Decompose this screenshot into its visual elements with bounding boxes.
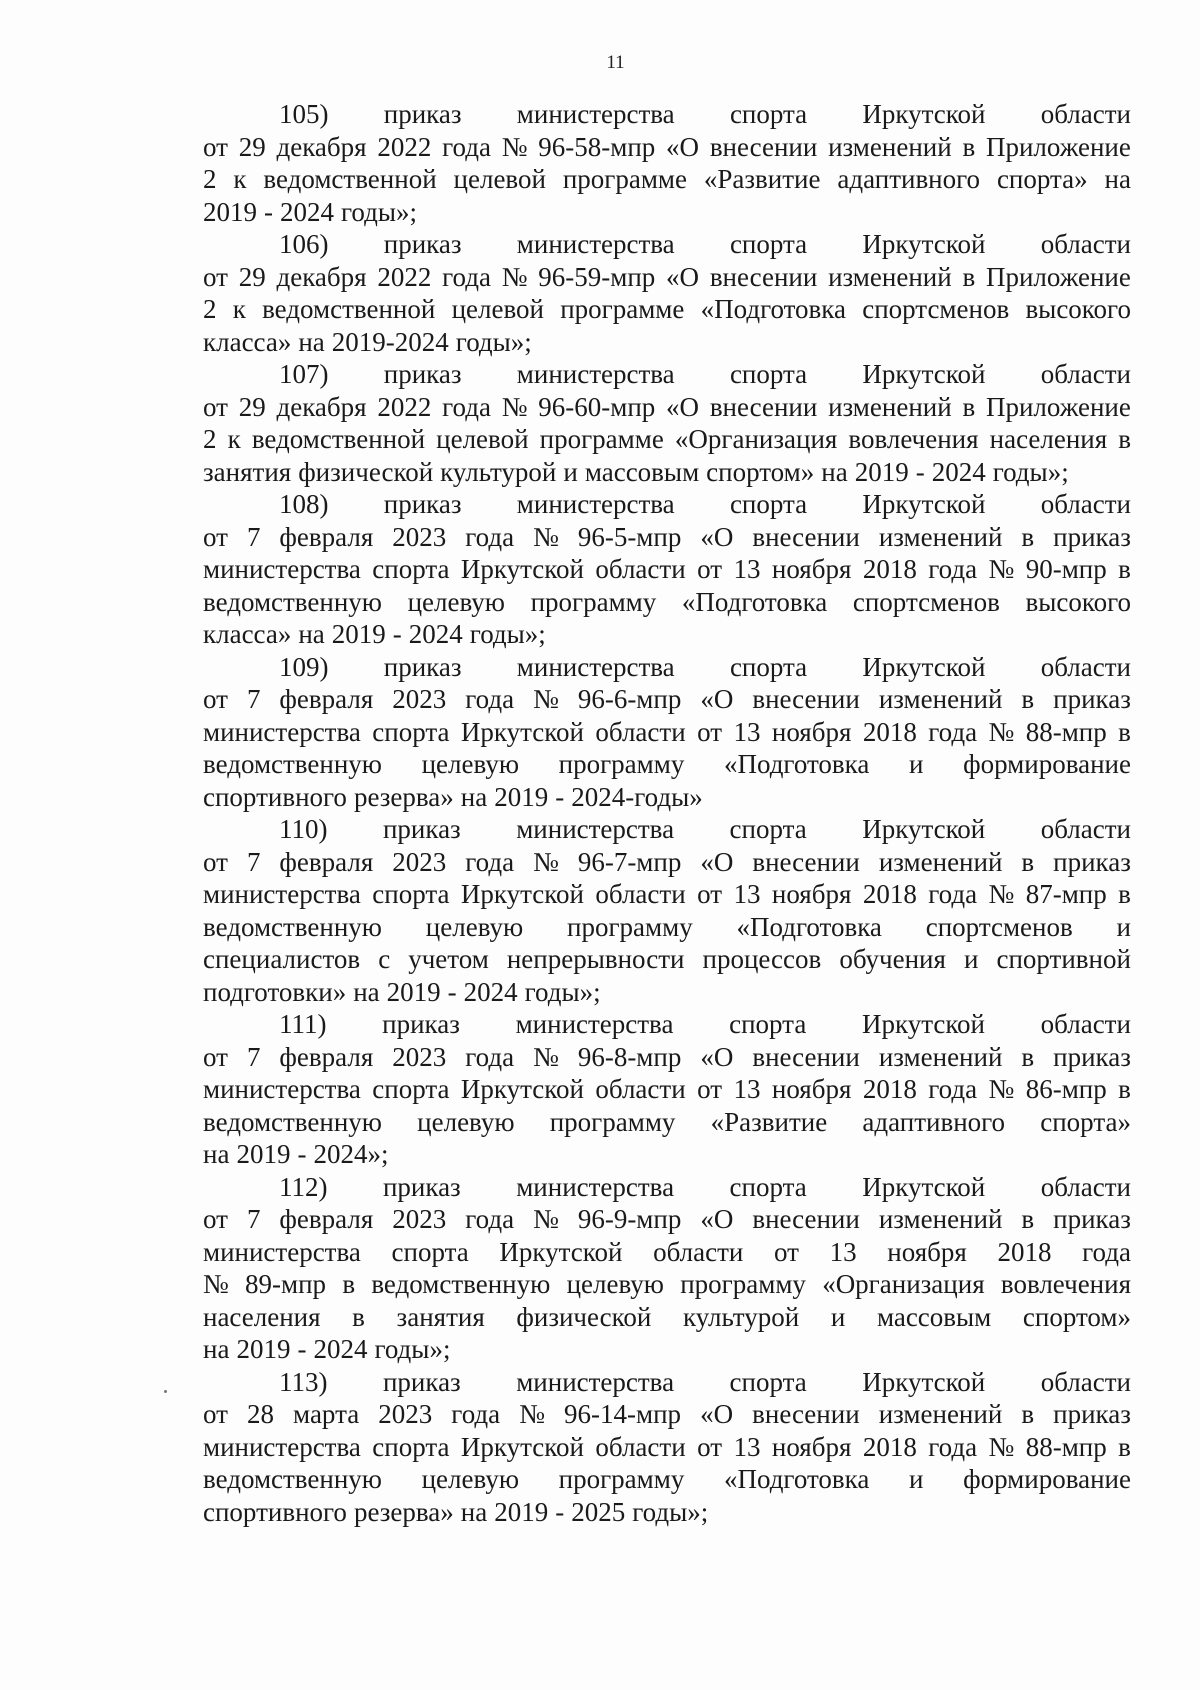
text-line: министерства спорта Иркутской области от 13 ноября 2018 года № 90-мпр в [203,554,1131,584]
text-line: спортивного резерва» на 2019 - 2024-годы» [203,781,703,812]
scan-speck [164,1390,167,1393]
text-line: ведомственную целевую программу «Подготовка и формирование [203,749,1131,779]
text-line: от 29 декабря 2022 года № 96-58-мпр «О внесении изменений в Приложение [203,131,1131,162]
text-line: от 7 февраля 2023 года № 96-6-мпр «О внесении изменений в приказ [203,684,1131,714]
text-line: на 2019 - 2024 годы»; [203,1334,451,1364]
text-line: ведомственную целевую программу «Подготовка спортсменов и [203,911,1131,942]
list-item [203,1171,1131,1366]
text-line: от 28 марта 2023 года № 96-14-мпр «О внесении изменений в приказ [203,1399,1131,1429]
text-line: 2 к ведомственной целевой программе «Организация вовлечения населения в [203,424,1131,454]
list-item [203,488,1131,651]
list-item [203,98,1131,228]
text-line: 110) приказ министерства спорта Иркутской области [279,814,1131,844]
list-item [203,1008,1131,1171]
list-item [203,813,1131,1008]
text-line: 111) приказ министерства спорта Иркутской области [279,1009,1131,1039]
text-line: министерства спорта Иркутской области от 13 ноября 2018 года № 86-мпр в [203,1074,1131,1104]
list-item [203,358,1131,488]
text-line: 106) приказ министерства спорта Иркутской области [279,229,1131,259]
text-line: спортивного резерва» на 2019 - 2025 годы»; [203,1496,709,1527]
text-line: 2 к ведомственной целевой программе «Подготовка спортсменов высокого [203,294,1131,324]
text-line: 108) приказ министерства спорта Иркутской области [279,489,1131,519]
text-line: 105) приказ министерства спорта Иркутской области [279,99,1131,129]
text-line: от 7 февраля 2023 года № 96-8-мпр «О внесении изменений в приказ [203,1041,1131,1072]
text-line: на 2019 - 2024»; [203,1139,389,1169]
text-line: от 7 февраля 2023 года № 96-9-мпр «О внесении изменений в приказ [203,1204,1131,1234]
text-line: 109) приказ министерства спорта Иркутской области [279,651,1131,682]
text-line: министерства спорта Иркутской области от 13 ноября 2018 года № 88-мпр в [203,1431,1131,1462]
text-line: 107) приказ министерства спорта Иркутской области [279,359,1131,389]
text-line: 2 к ведомственной целевой программе «Развитие адаптивного спорта» на [203,164,1131,194]
text-line: специалистов с учетом непрерывности процессов обучения и спортивной [203,944,1131,974]
text-line: министерства спорта Иркутской области от 13 ноября 2018 года № 87-мпр в [203,879,1131,909]
text-line: занятия физической культурой и массовым спортом» на 2019 - 2024 годы»; [203,456,1069,487]
text-line: ведомственную целевую программу «Подготовка спортсменов высокого [203,586,1131,617]
text-line: 2019 - 2024 годы»; [203,196,418,227]
text-line: от 7 февраля 2023 года № 96-7-мпр «О внесении изменений в приказ [203,846,1131,877]
text-line: от 29 декабря 2022 года № 96-59-мпр «О внесении изменений в Приложение [203,261,1131,292]
list-item [203,228,1131,358]
text-line: министерства спорта Иркутской области от 13 ноября 2018 года [203,1236,1131,1267]
text-line: 112) приказ министерства спорта Иркутской области [279,1171,1131,1202]
text-line: от 7 февраля 2023 года № 96-5-мпр «О внесении изменений в приказ [203,521,1131,552]
list-item [203,1366,1131,1529]
text-line: № 89-мпр в ведомственную целевую программу «Организация вовлечения [203,1269,1131,1299]
document-body [203,98,1131,1528]
text-line: подготовки» на 2019 - 2024 годы»; [203,976,601,1007]
text-line: класса» на 2019-2024 годы»; [203,326,532,357]
text-line: министерства спорта Иркутской области от 13 ноября 2018 года № 88-мпр в [203,716,1131,747]
list-item [203,651,1131,814]
page-number: 11 [606,52,625,73]
text-line: класса» на 2019 - 2024 годы»; [203,619,546,649]
text-line: 113) приказ министерства спорта Иркутской области [279,1366,1131,1397]
text-line: от 29 декабря 2022 года № 96-60-мпр «О внесении изменений в Приложение [203,391,1131,422]
text-line: населения в занятия физической культурой и массовым спортом» [203,1301,1131,1332]
text-line: ведомственную целевую программу «Развитие адаптивного спорта» [203,1106,1131,1137]
text-line: ведомственную целевую программу «Подготовка и формирование [203,1464,1131,1494]
